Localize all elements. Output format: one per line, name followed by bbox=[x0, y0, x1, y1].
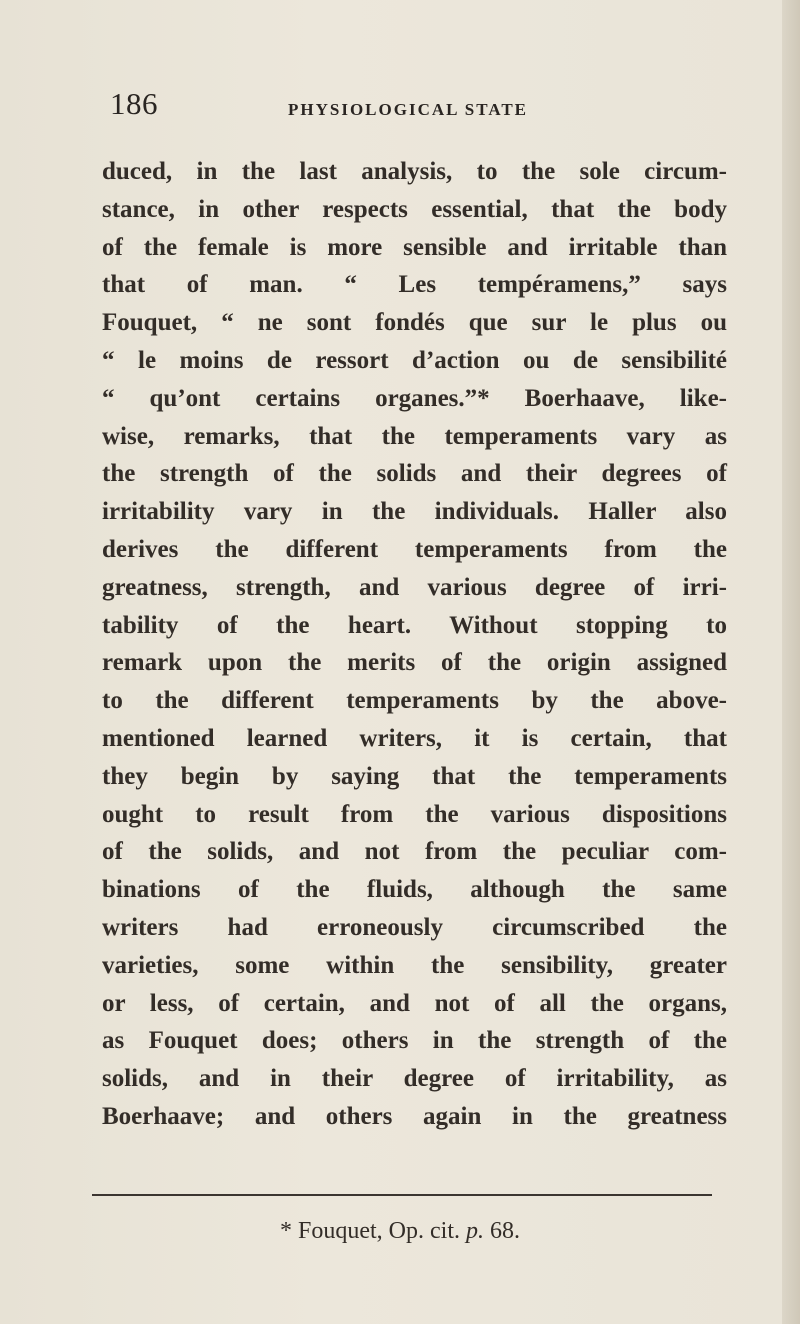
text-line: wise, remarks, that the temperaments vary as bbox=[102, 422, 727, 450]
text-line: ought to result from the various dispositions bbox=[102, 800, 727, 828]
text-line: tability of the heart. Without stopping to bbox=[102, 611, 727, 639]
footnote-rule bbox=[92, 1194, 712, 1196]
footnote-page: 68. bbox=[490, 1218, 520, 1244]
text-line: derives the different temperaments from the bbox=[102, 535, 727, 563]
text-line: duced, in the last analysis, to the sole circum- bbox=[102, 158, 727, 185]
text-line: that of man. “ Les tempéramens,” says bbox=[102, 271, 727, 299]
text-line: varieties, some within the sensibility, greater bbox=[102, 951, 727, 979]
text-line: as Fouquet does; others in the strength of the bbox=[102, 1027, 727, 1055]
page-header bbox=[110, 86, 730, 126]
footnote-page-abbrev: p. bbox=[466, 1218, 484, 1244]
page-edge bbox=[782, 0, 800, 1324]
text-line: Fouquet, “ ne sont fondés que sur le plus ou bbox=[102, 309, 727, 337]
text-line: of the female is more sensible and irritable than bbox=[102, 233, 727, 261]
body-text bbox=[102, 153, 727, 1136]
text-line: greatness, strength, and various degree of irri- bbox=[102, 573, 727, 601]
text-line: irritability vary in the individuals. Haller also bbox=[102, 498, 727, 526]
text-line: “ qu’ont certains organes.”* Boerhaave, like- bbox=[102, 384, 727, 412]
text-line: remark upon the merits of the origin assigned bbox=[102, 649, 727, 677]
text-line: to the different temperaments by the above- bbox=[102, 687, 727, 715]
text-line: binations of the fluids, although the same bbox=[102, 876, 727, 904]
text-line: writers had erroneously circumscribed the bbox=[102, 913, 727, 941]
footnote bbox=[0, 1218, 800, 1245]
text-line: they begin by saying that the temperaments bbox=[102, 762, 727, 790]
text-line: mentioned learned writers, it is certain, that bbox=[102, 724, 727, 752]
text-line: or less, of certain, and not of all the organs, bbox=[102, 989, 727, 1017]
page-number: 186 bbox=[110, 86, 158, 121]
text-line: Boerhaave; and others again in the greatness bbox=[102, 1102, 727, 1130]
text-line: stance, in other respects essential, that the body bbox=[102, 195, 727, 223]
text-line: of the solids, and not from the peculiar com- bbox=[102, 838, 727, 866]
text-line: solids, and in their degree of irritability, as bbox=[102, 1065, 727, 1093]
footnote-text: Fouquet, Op. cit. bbox=[298, 1218, 460, 1244]
running-head: PHYSIOLOGICAL STATE bbox=[288, 100, 529, 119]
text-line: “ le moins de ressort d’action ou de sensibilité bbox=[102, 346, 727, 374]
footnote-marker: * bbox=[280, 1218, 292, 1244]
text-line: the strength of the solids and their degrees of bbox=[102, 460, 727, 488]
